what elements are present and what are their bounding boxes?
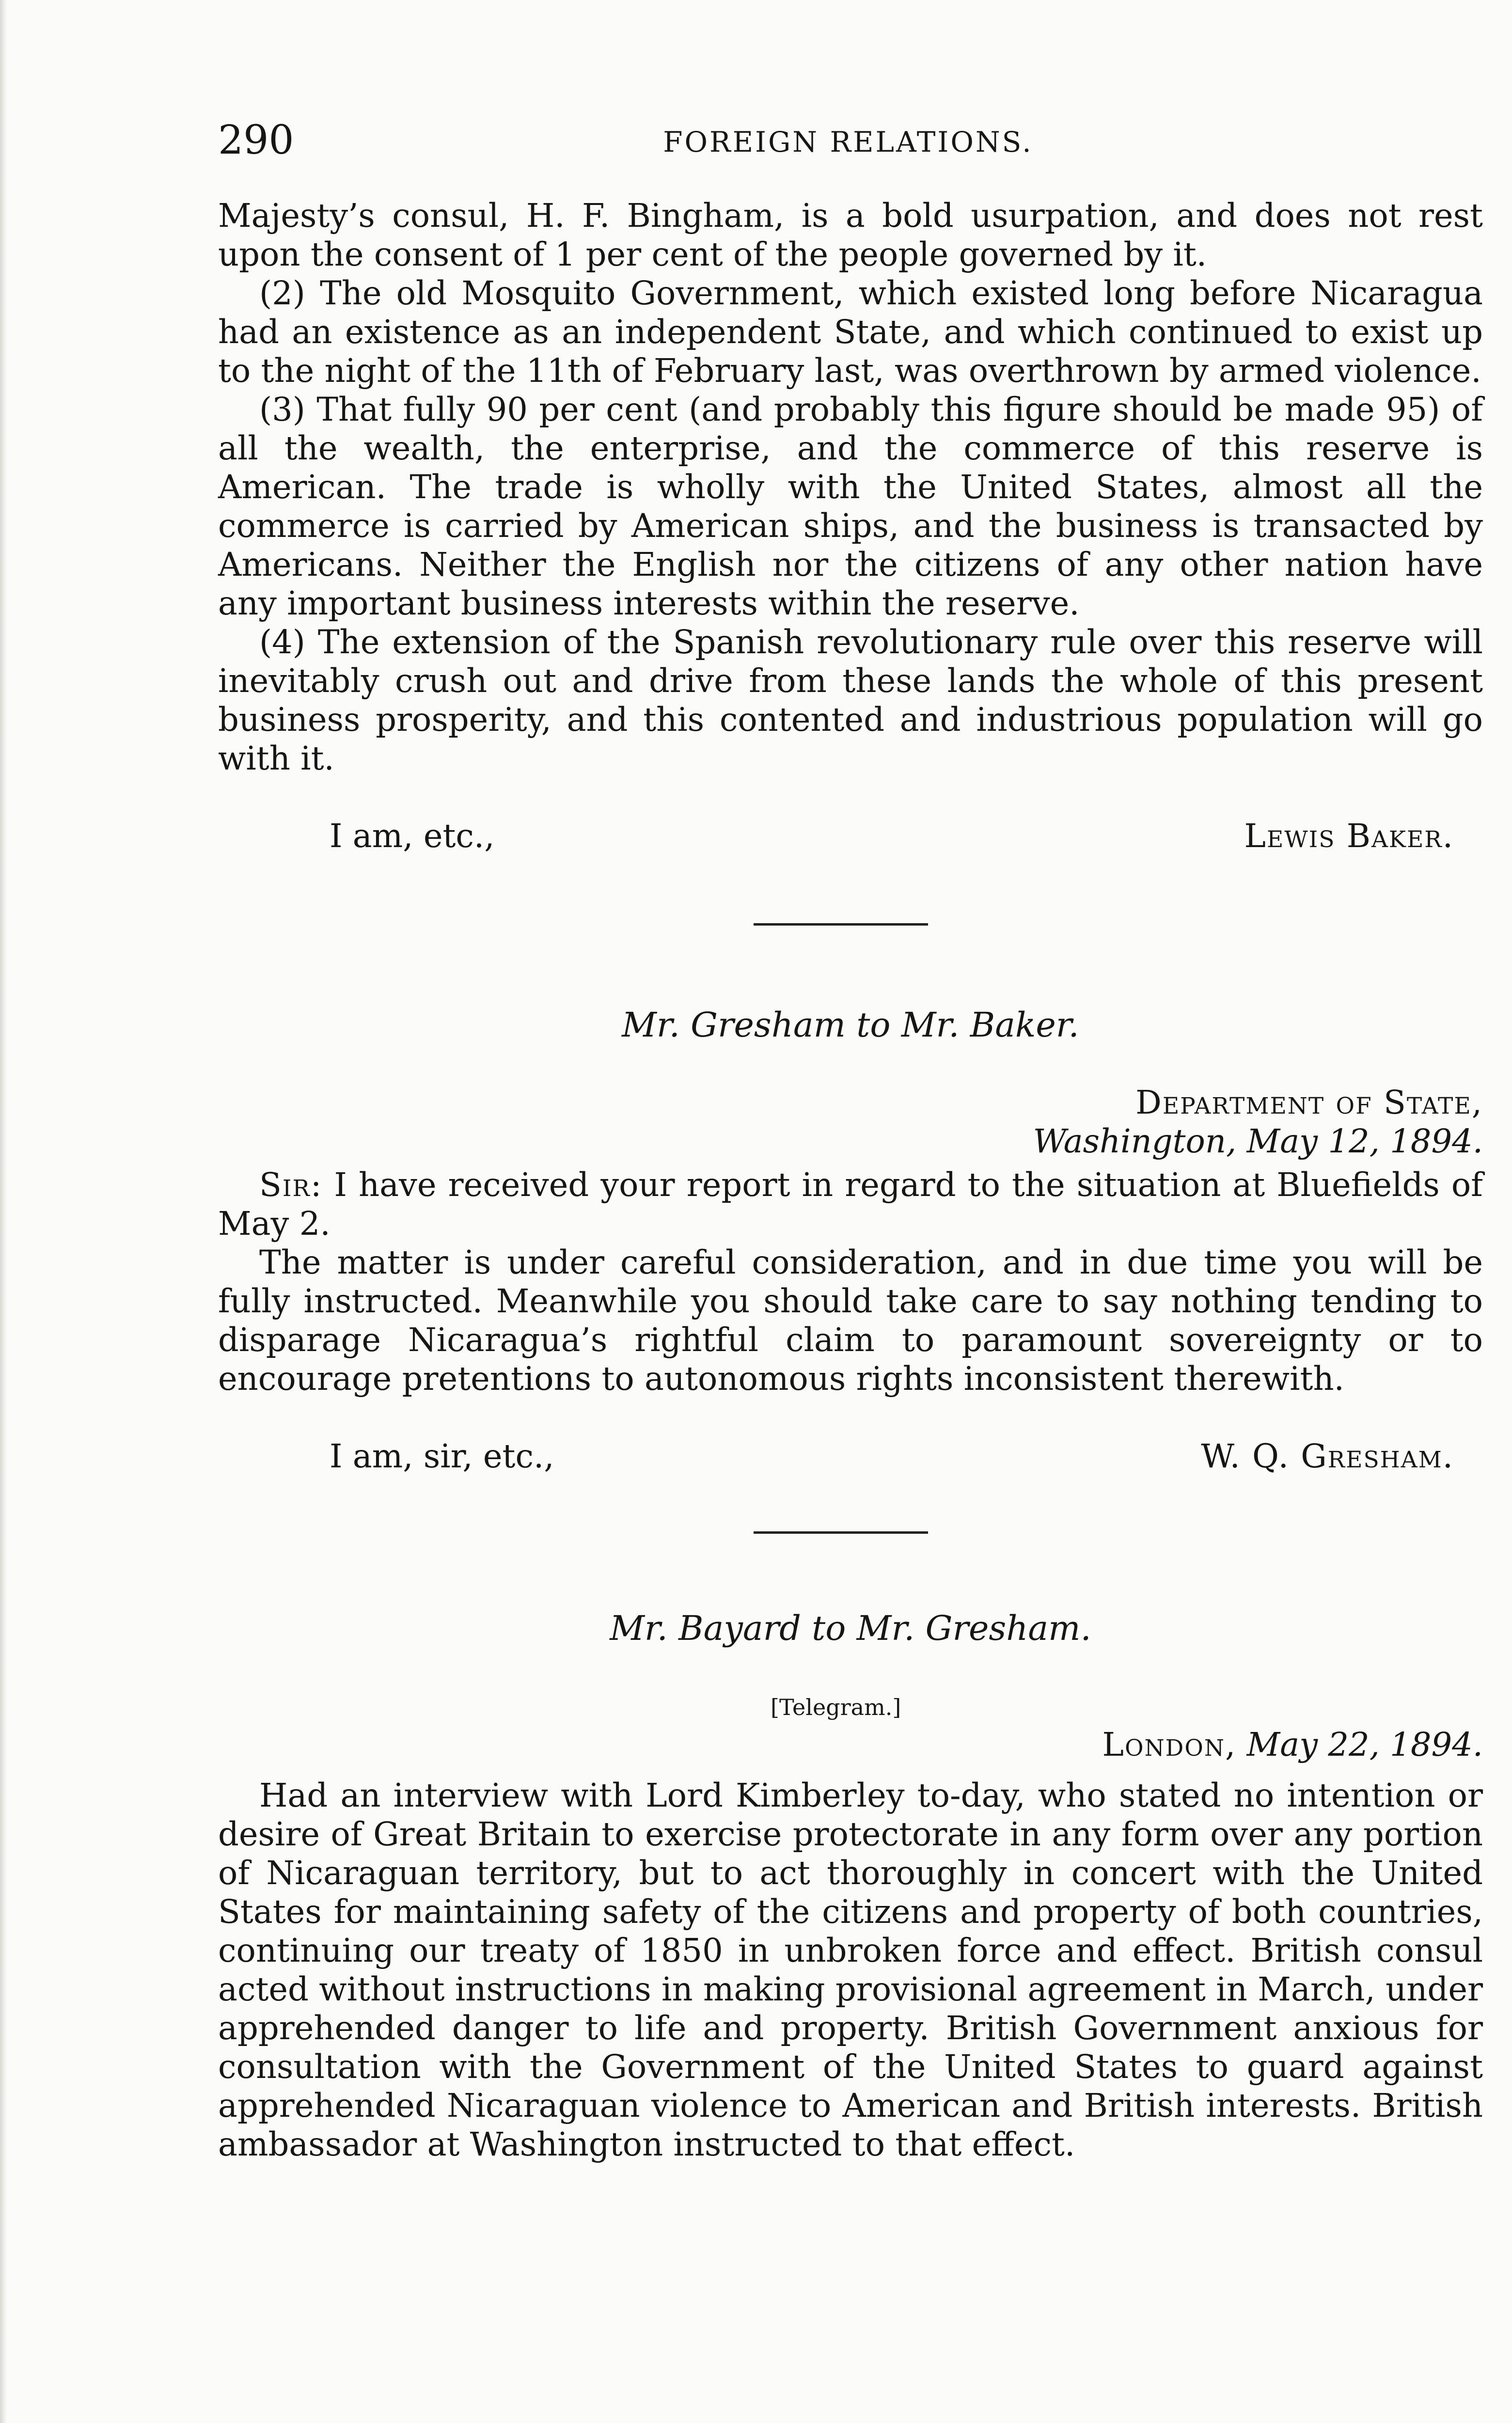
gresham-closing: [218, 1437, 1483, 1476]
paragraph: Majesty’s consul, H. F. Bingham, is a bold usurpation, and does not rest upon the consent of 1 per cent of the people governed by it.: [218, 197, 1483, 273]
page-number: 290: [218, 117, 294, 163]
paragraph: (4) The extension of the Spanish revolutionary rule over this reserve will inevitably crush out and drive from these lands the whole of this present business prosperity, and this contented and industrious population will go with it.: [218, 623, 1483, 777]
page-header: [218, 119, 1478, 162]
paragraph: (2) The old Mosquito Government, which existed long before Nicaragua had an existence as an independent State, and which continued to exist up to the night of the 11th of February last, was overthrown by armed violence.: [218, 274, 1483, 390]
bayard-telegram-body: [218, 1776, 1483, 2164]
section-divider: [754, 923, 928, 926]
date: May 22, 1894.: [1246, 1726, 1483, 1763]
page-edge: [0, 0, 7, 2423]
paragraph: The matter is under careful consideration, and in due time you will be fully instructed. Meanwhile you should take care to say nothing tending to disparage Nicaragua’s rightful claim to paramount sovereignty or to encourage pretentions to autonomous rights inconsistent therewith.: [218, 1243, 1483, 1398]
sender-place: Department of State,: [1135, 1084, 1483, 1121]
paragraph: (3) That fully 90 per cent (and probably this figure should be made 95) of all the wealth, the enterprise, and the commerce of this reserve is American. The trade is wholly with the United States, almost all the commerce is carried by American ships, and the business is transacted by Americans. Neither the English nor the citizens of any other nation have any important business interests within the reserve.: [218, 391, 1483, 622]
baker-letter-body: [218, 196, 1483, 778]
section-divider: [754, 1531, 928, 1534]
salutation: Sir:: [259, 1166, 323, 1204]
dateline: [1102, 1725, 1483, 1764]
signature: Lewis Baker.: [1244, 817, 1454, 855]
gresham-letter-body: [218, 1165, 1483, 1398]
paragraph: [218, 1165, 1483, 1243]
signature: W. Q. Gresham.: [1201, 1437, 1454, 1475]
paragraph-text: I have received your report in regard to the situation at Bluefields of May 2.: [218, 1166, 1483, 1243]
dateline: Washington, May 12, 1894.: [1033, 1122, 1483, 1160]
place: London,: [1102, 1726, 1237, 1763]
letter-heading: Mr. Gresham to Mr. Baker.: [622, 1005, 1079, 1045]
closing-text: I am, sir, etc.,: [330, 1437, 554, 1475]
baker-closing: [218, 817, 1483, 855]
telegram-note: [Telegram.]: [771, 1694, 901, 1720]
letter-heading: Mr. Bayard to Mr. Gresham.: [610, 1608, 1091, 1648]
running-title: FOREIGN RELATIONS.: [663, 126, 1033, 158]
closing-text: I am, etc.,: [330, 817, 495, 855]
paragraph: Had an interview with Lord Kimberley to-day, who stated no intention or desire of Great Britain to exercise protectorate in any form over any portion of Nicaraguan territory, but to act thoroughly in concert with the United States for maintaining safety of the citizens and property of both countries, continuing our treaty of 1850 in unbroken force and effect. British consul acted without instructions in making provisional agreement in March, under apprehended danger to life and property. British Government anxious for consultation with the Government of the United States to guard against apprehended Nicaraguan violence to American and British interests. British ambassador at Washington instructed to that effect.: [218, 1777, 1483, 2163]
